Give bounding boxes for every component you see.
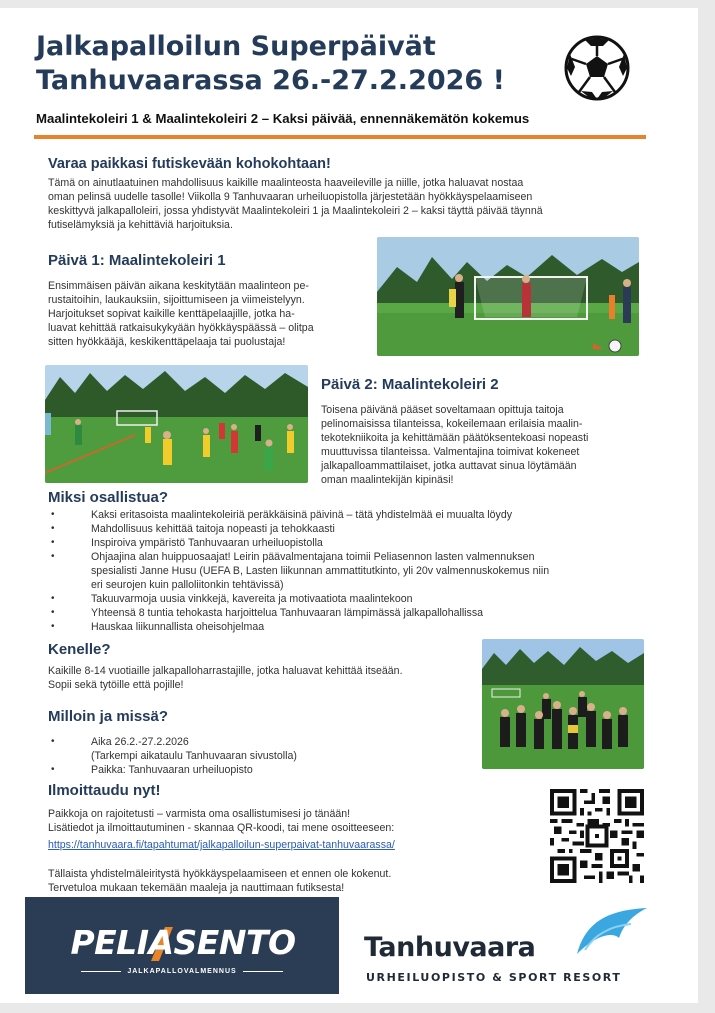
- subtitle: Maalintekoleiri 1 & Maalintekoleiri 2 – Kaksi päivää, ennennäkemätön kokemus: [36, 111, 530, 126]
- signup-line: Paikkoja on rajoitetusti – varmista oma osallistumisesi jo tänään!: [48, 808, 351, 820]
- orange-divider: [34, 135, 646, 139]
- when-item: • Aika 26.2.-27.2.2026 (Tarkempi aikataulu Tanhuvaaran sivustolla): [51, 736, 297, 762]
- why-item: • Inspiroiva ympäristö Tanhuvaaran urheiluopistolla: [51, 537, 323, 549]
- day1-line: luavat kehittää ratkaisukykyään hyökkäyspäässä – olitpa: [48, 322, 314, 334]
- day1-heading: Päivä 1: Maalintekoleiri 1: [48, 252, 226, 269]
- when-list: [48, 735, 468, 777]
- qr-code[interactable]: [550, 789, 644, 883]
- peliasento-wordmark: PELIASENTO: [70, 923, 296, 962]
- closing-line: Tervetuloa mukaan tekemään maaleja ja nauttimaan futiksesta!: [48, 882, 345, 894]
- poster: [0, 8, 698, 1003]
- page-title: [36, 30, 556, 98]
- who-heading: Kenelle?: [48, 641, 111, 658]
- why-item: • Kaksi eritasoista maalintekoleiriä peräkkäisinä päivinä – tätä yhdistelmää ei muualta löydy: [51, 509, 513, 521]
- day2-line: tekotekniikoita ja kehittämään päätöksentekoasi nopeasti: [321, 432, 589, 444]
- why-section: [48, 489, 668, 634]
- who-line: Sopii sekä tytöille että pojille!: [48, 679, 184, 691]
- who-section: [48, 641, 488, 692]
- bullet-icon: •: [51, 551, 55, 562]
- why-item: • Hauskaa liikunnallista oheisohjelmaa: [51, 621, 265, 633]
- why-item: • Yhteensä 8 tuntia tehokasta harjoittelua Tanhuvaaran lämpimässä jalkapallohallissa: [51, 607, 484, 619]
- intro-line: futiselämyksiä ja kehittäviä harjoituksia.: [48, 219, 233, 231]
- day2-line: jalkapalloammattilaiset, jotka auttavat sinua löytämään: [321, 460, 577, 472]
- when-section: [48, 708, 468, 777]
- group-photo: [482, 639, 644, 769]
- bullet-icon: •: [51, 736, 55, 747]
- signup-link[interactable]: https://tanhuvaara.fi/tapahtumat/jalkapalloilun-superpaivat-tanhuvaarassa/: [48, 839, 395, 851]
- bullet-icon: •: [51, 509, 55, 520]
- intro-line: Tämä on ainutlaatuinen mahdollisuus kaikille maalinteosta haaveileville ja niille, jotka haluavat nostaa: [48, 177, 524, 189]
- bullet-icon: •: [51, 537, 55, 548]
- who-line: Kaikille 8-14 vuotiaille jalkapalloharrastajille, jotka haluavat kehittää itseään.: [48, 665, 403, 677]
- day2-heading: Päivä 2: Maalintekoleiri 2: [321, 376, 499, 393]
- why-item: • Takuuvarmoja uusia vinkkejä, kavereita ja motivaatiota maalintekoon: [51, 593, 413, 605]
- bullet-icon: •: [51, 764, 55, 775]
- peliasento-logo[interactable]: [25, 897, 339, 994]
- bullet-icon: •: [51, 621, 55, 632]
- day1-line: rustaitoihin, laukauksiin, sijoittumiseen ja viimeistelyyn.: [48, 294, 305, 306]
- title-line-1: Jalkapalloilun Superpäivät: [36, 31, 436, 62]
- day1-section: [48, 252, 368, 349]
- signup-section: [48, 782, 548, 895]
- bullet-icon: •: [51, 523, 55, 534]
- signup-heading: Ilmoittaudu nyt!: [48, 782, 161, 799]
- bullet-icon: •: [51, 607, 55, 618]
- intro-line: keskittyvä jalkapalloleiri, jossa yhdistyvät Maalintekoleiri 1 ja Maalintekoleiri 2 – kaksi täyttä päivää täynnä: [48, 205, 543, 217]
- title-line-2: Tanhuvaarassa 26.-27.2.2026 !: [36, 65, 505, 96]
- intro-line: oman pelinsä uudelle tasolle! Viikolla 9 Tanhuvaaran urheiluopistolla järjestetään hyökkäyspelaamiseen: [48, 191, 533, 203]
- tanhuvaara-tagline: URHEILUOPISTO & SPORT RESORT: [366, 971, 622, 984]
- signup-line: Lisätiedot ja ilmoittautuminen - skannaa QR-koodi, tai mene osoitteeseen:: [48, 822, 395, 834]
- day2-line: Toisena päivänä pääset soveltamaan opittuja taitoja: [321, 404, 564, 416]
- why-item: • Mahdollisuus kehittää taitoja nopeasti ja tehokkaasti: [51, 523, 335, 535]
- why-item: • Ohjaajina alan huippuosaajat! Leirin päävalmentajana toimii Peliasennon lasten valmennuksen spesialisti Janne Husu (UEFA B, Lasten liikunnan ammattitutkinto, yli 20v valmennuskokemus niin eri seurojen kuin palloliitonkin tehtävissä): [51, 551, 550, 591]
- day2-section: [321, 376, 661, 487]
- when-heading: Milloin ja missä?: [48, 708, 169, 725]
- day2-line: oman maalintekijän kipinäsi!: [321, 474, 454, 486]
- tanhuvaara-wave-icon: [575, 904, 649, 956]
- when-item: • Paikka: Tanhuvaaran urheiluopisto: [51, 764, 253, 776]
- intro-section: [48, 156, 648, 232]
- day2-line: pelinomaisissa tilanteissa, kokeilemaan erilaisia maalin-: [321, 418, 583, 430]
- day1-line: Ensimmäisen päivän aikana keskitytään maalinteon pe-: [48, 280, 309, 292]
- tanhuvaara-wordmark[interactable]: Tanhuvaara: [364, 932, 536, 963]
- training-photo-goal: [377, 237, 639, 356]
- day1-line: sitten hyökkääjä, keskikenttäpelaaja tai puolustaja!: [48, 336, 286, 348]
- peliasento-tagline: JALKAPALLOVALMENNUS: [25, 968, 339, 975]
- day2-line: muuttuvissa tilanteissa. Valmentajina toimivat kokeneet: [321, 446, 580, 458]
- intro-heading: Varaa paikkasi futiskevään kohokohtaan!: [48, 156, 331, 172]
- closing-line: Tällaista yhdistelmäleiritystä hyökkäyspelaamiseen et ennen ole kokenut.: [48, 868, 392, 880]
- why-list: [48, 508, 668, 634]
- day1-line: Harjoitukset sopivat kaikille kenttäpelaajille, jotka ha-: [48, 308, 295, 320]
- bullet-icon: •: [51, 593, 55, 604]
- why-heading: Miksi osallistua?: [48, 489, 169, 506]
- soccer-ball-icon: [563, 34, 631, 102]
- training-photo-match: [45, 365, 308, 483]
